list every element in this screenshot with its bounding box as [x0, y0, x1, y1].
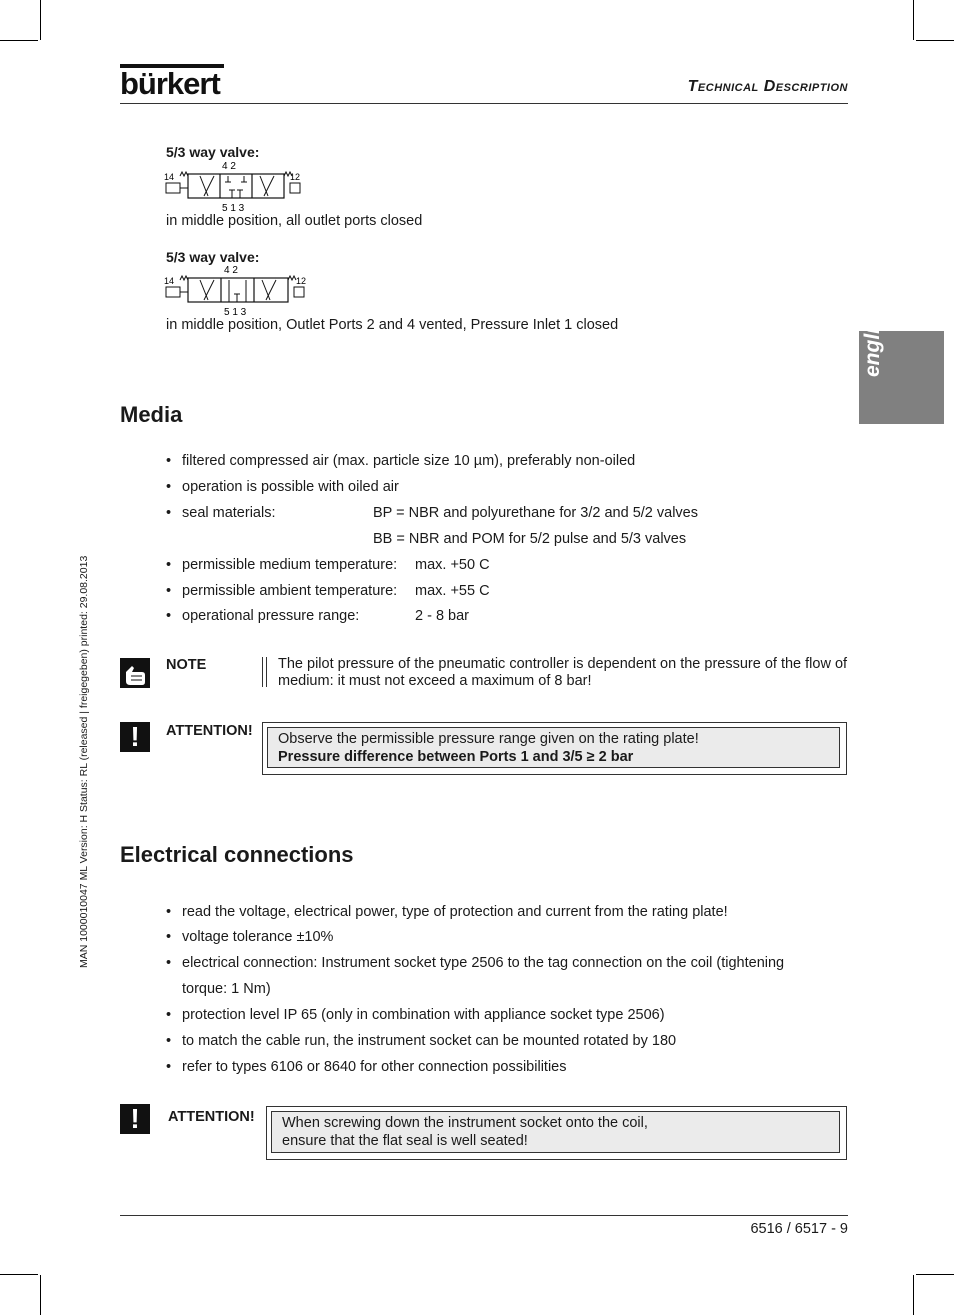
- list-item: • to match the cable run, the instrument socket can be mounted rotated by 180: [166, 1033, 677, 1049]
- exclamation-icon: !: [120, 722, 150, 752]
- attention-line-2: ensure that the flat seal is well seated!: [282, 1133, 528, 1149]
- seal-material-bp: BP = NBR and polyurethane for 3/2 and 5/2 valves: [373, 505, 698, 521]
- section-heading-media: Media: [120, 402, 183, 427]
- exclamation-icon: !: [120, 1104, 150, 1134]
- spec-label: • operational pressure range:: [166, 608, 360, 624]
- attention-line-2: Pressure difference between Ports 1 and 3/5 ≥ 2 bar: [278, 749, 634, 765]
- attention-label: ATTENTION!: [168, 1109, 255, 1125]
- spec-value: 2 - 8 bar: [415, 608, 469, 624]
- valve-symbol-1: [164, 158, 304, 214]
- footer-rule: [120, 1215, 848, 1216]
- attention-line-1: Observe the permissible pressure range given on the rating plate!: [278, 731, 699, 747]
- list-item-seal-materials: • seal materials:: [166, 505, 276, 521]
- note-text: The pilot pressure of the pneumatic controller is dependent on the pressure of the flow of medium: it must not exceed a maximum of 8 bar!: [278, 656, 848, 689]
- valve-1-left-port: 14: [164, 172, 175, 182]
- valve-1-top-ports: 4 2: [222, 161, 236, 172]
- note-divider: [262, 657, 263, 687]
- valve-2-top-ports: 4 2: [224, 265, 238, 276]
- language-tab-label: english: [861, 303, 884, 377]
- language-tab: [859, 303, 944, 424]
- hand-note-icon: [120, 658, 150, 688]
- list-item: • read the voltage, electrical power, type of protection and current from the rating plate!: [166, 904, 728, 920]
- list-item: • protection level IP 65 (only in combination with appliance socket type 2506): [166, 1007, 665, 1023]
- valve-caption-2: in middle position, Outlet Ports 2 and 4 vented, Pressure Inlet 1 closed: [166, 317, 619, 333]
- note-divider: [266, 657, 267, 687]
- valve-2-right-port: 12: [296, 276, 307, 286]
- attention-label: ATTENTION!: [166, 723, 253, 739]
- valve-1-bottom-ports: 5 1 3: [222, 203, 245, 214]
- list-item: • refer to types 6106 or 8640 for other connection possibilities: [166, 1059, 567, 1075]
- valve-symbol-2: [164, 262, 308, 318]
- list-item: • operation is possible with oiled air: [166, 479, 399, 495]
- valve-2-left-port: 14: [164, 276, 175, 286]
- valve-1-right-port: 12: [290, 172, 301, 182]
- valve-title-2: 5/3 way valve:: [166, 249, 260, 265]
- seal-material-bb: BB = NBR and POM for 5/2 pulse and 5/3 valves: [373, 531, 687, 547]
- valve-2-bottom-ports: 5 1 3: [224, 307, 247, 318]
- spec-value: max. +50 C: [415, 557, 490, 573]
- attention-box-content: [271, 1111, 840, 1153]
- spec-label: • permissible medium temperature:: [166, 557, 398, 573]
- list-item-continuation: torque: 1 Nm): [182, 981, 271, 997]
- list-item: • electrical connection: Instrument socket type 2506 to the tag connection on the coil (tightening: [166, 955, 785, 971]
- list-item: • voltage tolerance ±10%: [166, 929, 334, 945]
- attention-box-content: [267, 727, 840, 768]
- note-label: NOTE: [166, 657, 207, 673]
- brand-logo: bürkert: [120, 66, 220, 101]
- section-heading-electrical: Electrical connections: [120, 842, 354, 867]
- spec-label: • permissible ambient temperature:: [166, 583, 398, 599]
- list-item: • filtered compressed air (max. particle size 10 µm), preferably non-oiled: [166, 453, 636, 469]
- spec-value: max. +55 C: [415, 583, 490, 599]
- page-header-title: Technical Description: [687, 78, 848, 95]
- valve-caption-1: in middle position, all outlet ports closed: [166, 213, 423, 229]
- header-rule: [120, 103, 848, 104]
- attention-line-1: When screwing down the instrument socket onto the coil,: [282, 1115, 648, 1131]
- document-meta: MAN 1000010047 ML Version: H Status: RL (released | freigegeben) printed: 29.08.2013: [78, 555, 90, 968]
- page-number: 6516 / 6517 - 9: [750, 1221, 848, 1237]
- valve-title-1: 5/3 way valve:: [166, 144, 260, 160]
